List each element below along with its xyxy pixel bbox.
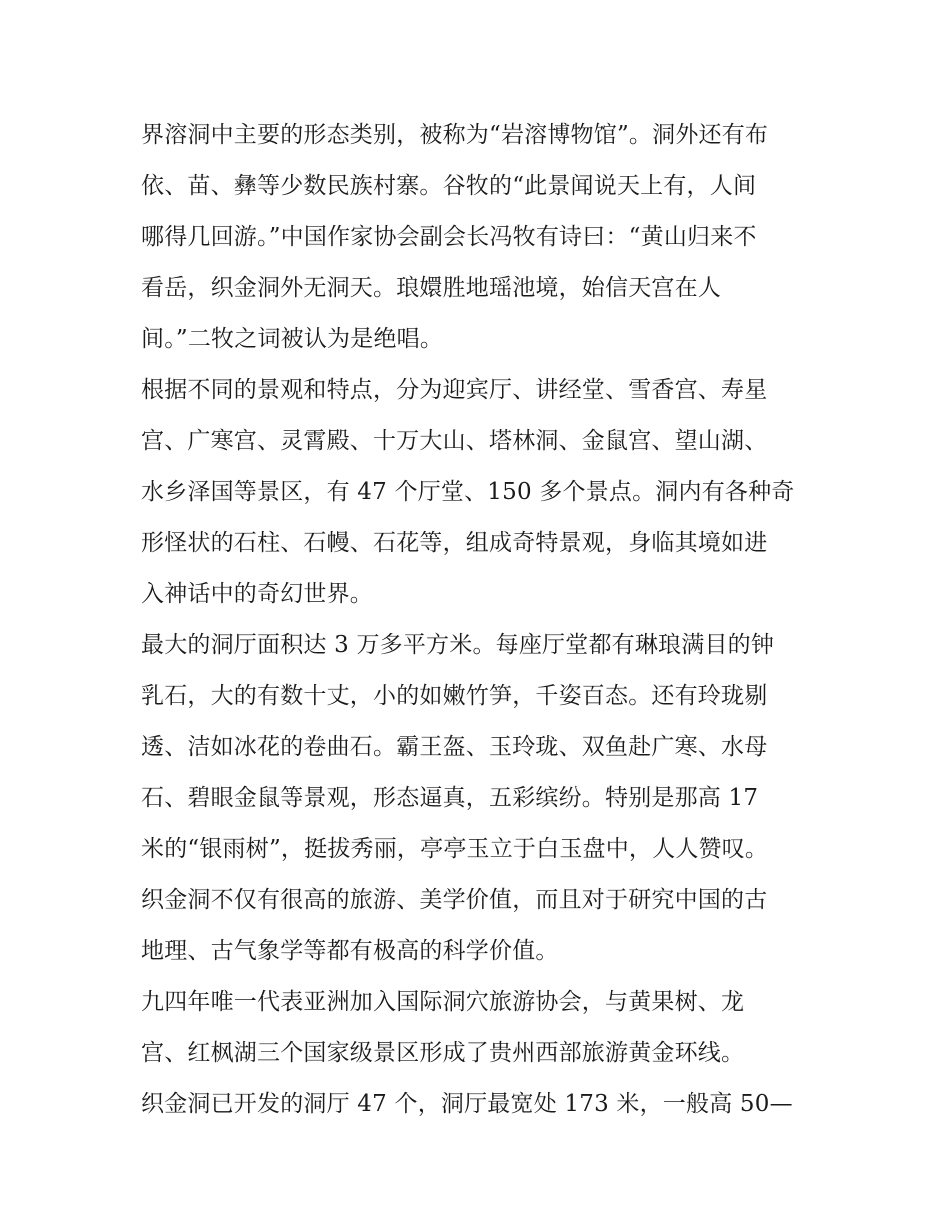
text-line: 宫、红枫湖三个国家级景区形成了贵州西部旅游黄金环线。 [141,1040,745,1066]
text-line: 九四年唯一代表亚洲加入国际洞穴旅游协会，与黄果树、龙 [141,989,745,1015]
text-line: 透、洁如冰花的卷曲石。霸王盔、玉玲珑、双鱼赴广寒、水母 [141,734,768,760]
text-line: 看岳，织金洞外无洞天。琅嬛胜地瑶池境，始信天宫在人 [141,275,721,301]
text-line: 界溶洞中主要的形态类别，被称为“岩溶博物馆”。洞外还有布 [141,122,769,148]
body-text [141,110,821,1130]
text-line: 哪得几回游。”中国作家协会副会长冯牧有诗曰：“黄山归来不 [141,224,757,250]
text-line: 织金洞已开发的洞厅 47 个，洞厅最宽处 173 米，一般高 50— [141,1091,793,1117]
text-line: 根据不同的景观和特点，分为迎宾厅、讲经堂、雪香宫、寿星 [141,377,768,403]
text-line: 入神话中的奇幻世界。 [141,581,373,607]
text-line: 间。”二牧之词被认为是绝唱。 [141,326,444,352]
text-line: 乳石，大的有数十丈，小的如嫩竹笋，千姿百态。还有玲珑剔 [141,683,768,709]
text-line: 最大的洞厅面积达 3 万多平方米。每座厅堂都有琳琅满目的钟 [141,632,775,658]
text-line: 形怪状的石柱、石幔、石花等，组成奇特景观，身临其境如进 [141,530,768,556]
text-line: 地理、古气象学等都有极高的科学价值。 [141,938,559,964]
text-line: 依、苗、彝等少数民族村寨。谷牧的“此景闻说天上有，人间 [141,173,757,199]
text-line: 织金洞不仅有很高的旅游、美学价值，而且对于研究中国的古 [141,887,768,913]
text-line: 宫、广寒宫、灵霄殿、十万大山、塔林洞、金鼠宫、望山湖、 [141,428,768,454]
text-line: 水乡泽国等景区，有 47 个厅堂、150 多个景点。洞内有各种奇 [141,479,795,505]
text-line: 米的“银雨树”，挺拔秀丽，亭亭玉立于白玉盘中，人人赞叹。 [141,836,769,862]
text-line: 石、碧眼金鼠等景观，形态逼真，五彩缤纷。特别是那高 17 [141,785,759,811]
